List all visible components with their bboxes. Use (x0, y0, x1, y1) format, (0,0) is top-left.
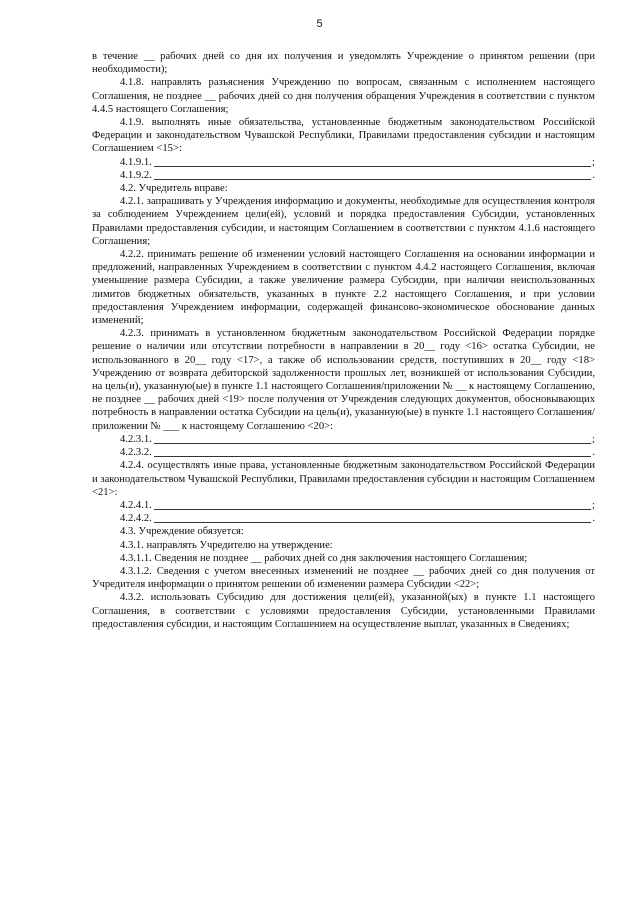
fill-in-label: 4.2.4.1. (120, 499, 152, 511)
paragraph: в течение __ рабочих дней со дня их получения и уведомлять Учреждение о принятом решении (при необходимости); (92, 51, 595, 76)
page-number: 5 (316, 18, 323, 30)
blank-line (154, 499, 591, 510)
fill-in-line (92, 512, 595, 525)
blank-line (154, 433, 591, 444)
fill-in-end: . (592, 169, 595, 181)
blank-line (154, 169, 592, 180)
fill-in-end: ; (592, 156, 595, 168)
fill-in-end: . (592, 513, 595, 525)
fill-in-label: 4.2.3.1. (120, 433, 152, 445)
blank-line (154, 512, 592, 523)
paragraph: 4.3. Учреждение обязуется: (120, 526, 244, 538)
fill-in-line (92, 446, 595, 459)
blank-line (154, 446, 592, 457)
paragraph: 4.2.4. осуществлять иные права, установленные бюджетным законодательством Российской Федерации и законодательством Чувашской Республики, Правилами предоставления субсидии и настоящим Соглашением <21>: (92, 460, 595, 498)
paragraph: 4.3.1. направлять Учредителю на утверждение: (120, 539, 333, 551)
fill-in-line (92, 433, 595, 446)
fill-in-line (92, 156, 595, 169)
paragraph: 4.2.2. принимать решение об изменении условий настоящего Соглашения на основании информации и предложений, направленных Учреждением в соответствии с пунктом 4.4.2 настоящего Соглашения, включая уменьшение размера Субсидии, а также увеличение размера Субсидии, при наличии неиспользованных лимитов бюджетных обязательств, указанных в пункте 2.2 настоящего Соглашения, и при условии предоставления Учреждением информации, содержащей финансово-экономическое обоснование данных изменений; (92, 249, 595, 327)
paragraph: 4.3.2. использовать Субсидию для достижения цели(ей), указанной(ых) в пункте 1.1 настоящего Соглашения, в соответствии с условиями предоставления Субсидии, установленными Правилами предоставления субсидии, и настоящим Соглашением на осуществление выплат, указанных в Сведениях; (92, 592, 595, 630)
paragraph: 4.2.1. запрашивать у Учреждения информацию и документы, необходимые для осуществления контроля за соблюдением Учреждением цели(ей), условий и порядка предоставления Субсидии, установленных Правилами предоставления субсидии, и настоящим Соглашением в соответствии с пунктом 4.1.6 настоящего Соглашения; (92, 196, 595, 247)
paragraph: 4.2. Учредитель вправе: (120, 183, 228, 195)
fill-in-label: 4.2.3.2. (120, 447, 152, 459)
paragraph: 4.2.3. принимать в установленном бюджетным законодательством Российской Федерации порядке решение о наличии или отсутствии потребности в направлении в 20__ году <16> остатка Субсидии, не использованного в 20__ году <17>, а также об использовании средств, поступивших в 20__ году <18> Учреждению от возврата дебиторской задолженности прошлых лет, возникшей от использования Субсидии, на цель(и), указанную(ые) в пункте 1.1 настоящего Соглашения/приложении № __ к настоящему Соглашению, не позднее __ рабочих дней <19> после получения от Учреждения следующих документов, обосновывающих потребность в направлении остатка Субсидии на цель(и), указанную(ые) в пункте 1.1 настоящего Соглашения/приложении № ___ к настоящему Соглашению <20>: (92, 328, 595, 432)
fill-in-label: 4.1.9.1. (120, 156, 152, 168)
fill-in-label: 4.2.4.2. (120, 513, 152, 525)
fill-in-line (92, 499, 595, 512)
fill-in-line (92, 169, 595, 182)
fill-in-label: 4.1.9.2. (120, 169, 152, 181)
fill-in-end: ; (592, 433, 595, 445)
document-body (92, 50, 595, 631)
paragraph: 4.3.1.1. Сведения не позднее __ рабочих дней со дня заключения настоящего Соглашения; (120, 552, 528, 564)
paragraph: 4.1.8. направлять разъяснения Учреждению по вопросам, связанным с исполнением настоящего Соглашения, не позднее __ рабочих дней со дня получения обращения Учреждения в соответствии с пунктом 4.4.5 настоящего Соглашения; (92, 77, 595, 115)
paragraph: 4.3.1.2. Сведения с учетом внесенных изменений не позднее __ рабочих дней со дня получения от Учредителя информации о принятом решении об изменении размера Субсидии <22>; (92, 565, 595, 591)
fill-in-end: ; (592, 499, 595, 511)
paragraph: 4.1.9. выполнять иные обязательства, установленные бюджетным законодательством Российской Федерации и законодательством Чувашской Республики, Правилами предоставления субсидии и настоящим Соглашением <15>: (92, 117, 595, 155)
fill-in-end: . (592, 447, 595, 459)
blank-line (154, 156, 591, 167)
